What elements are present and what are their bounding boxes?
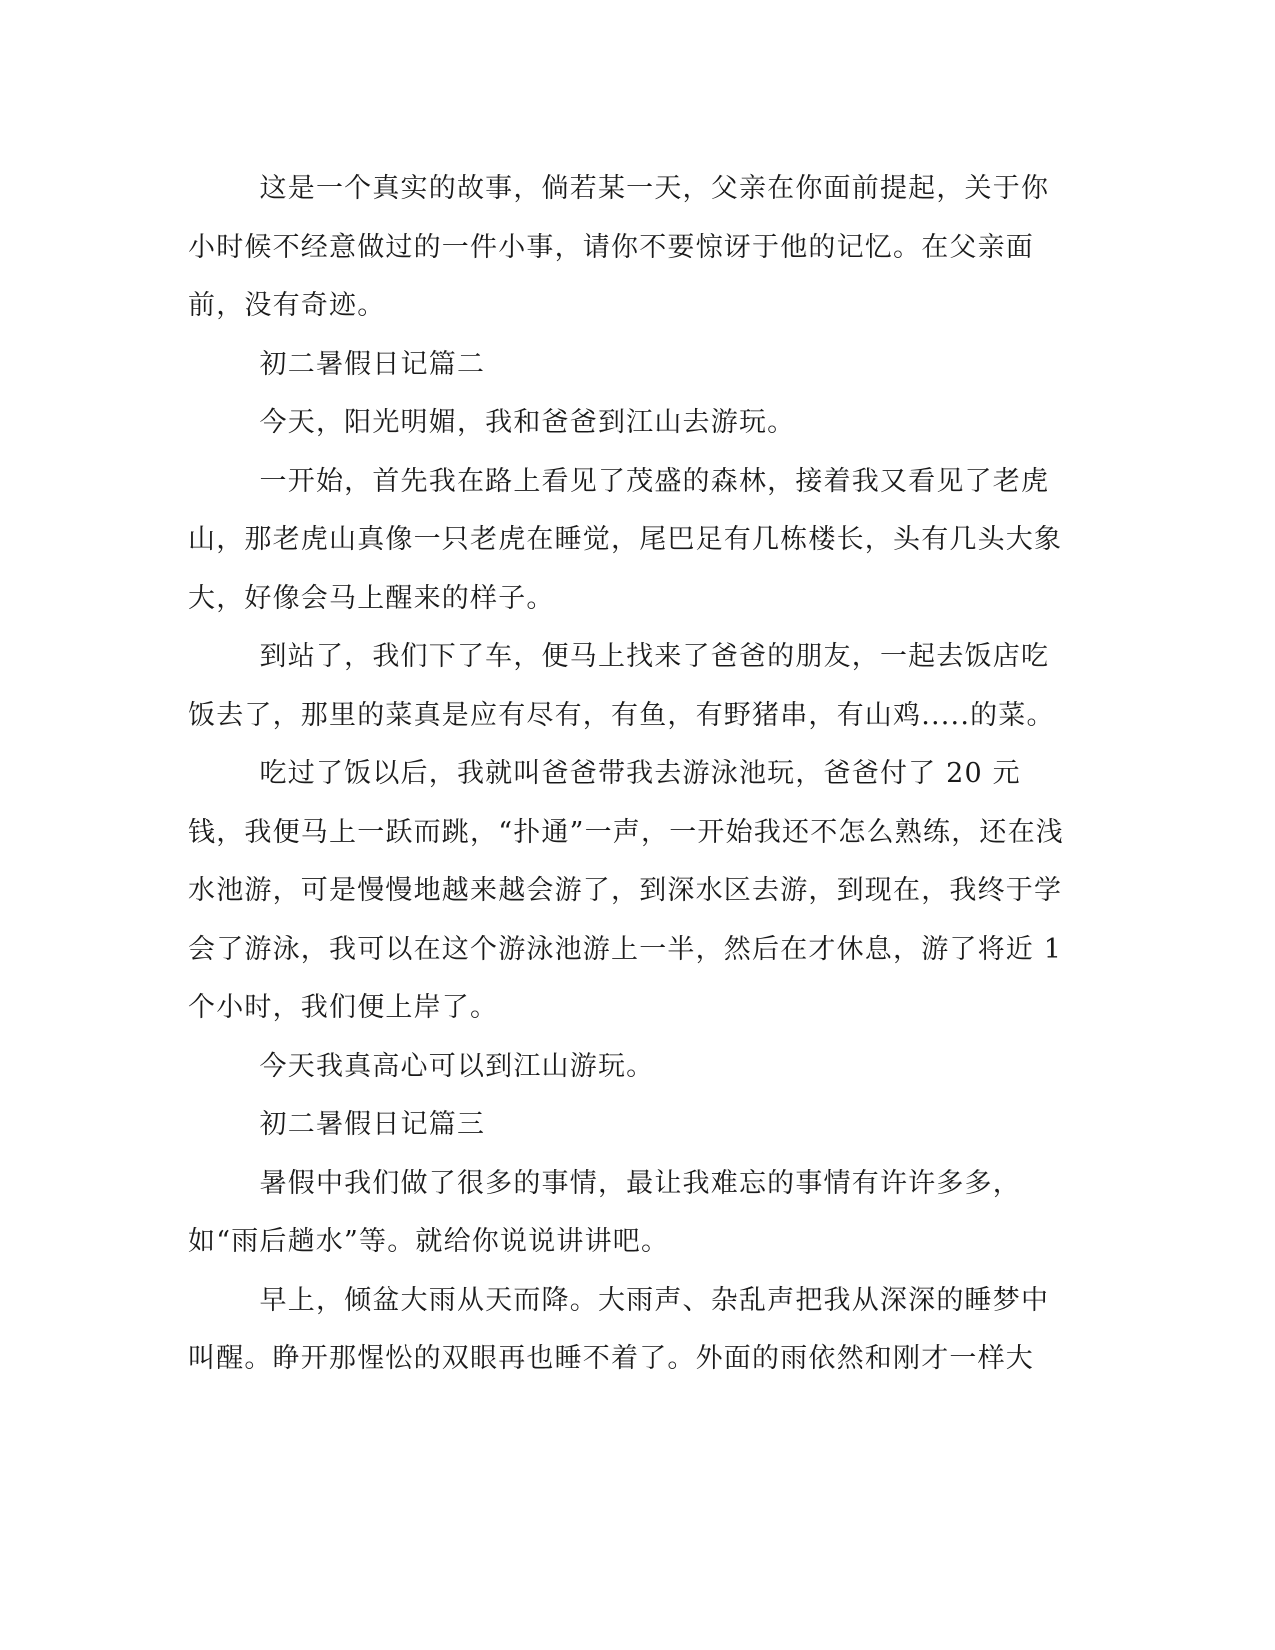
paragraph: 暑假中我们做了很多的事情，最让我难忘的事情有许许多多，如“雨后趟水”等。就给你说说讲讲吧。 xyxy=(188,1167,1021,1257)
paragraph: 这是一个真实的故事，倘若某一天，父亲在你面前提起，关于你小时候不经意做过的一件小事，请你不要惊讶于他的记忆。在父亲面前，没有奇迹。 xyxy=(188,173,1050,321)
paragraph: 今天我真高心可以到江山游玩。 xyxy=(259,1050,655,1082)
paragraph: 到站了，我们下了车，便马上找来了爸爸的朋友，一起去饭店吃饭去了，那里的菜真是应有尽有，有鱼，有野猪串，有山鸡.....的菜。 xyxy=(188,641,1055,731)
paragraph: 早上，倾盆大雨从天而降。大雨声、杂乱声把我从深深的睡梦中叫醒。睁开那惺忪的双眼再也睡不着了。外面的雨依然和刚才一样大 xyxy=(188,1284,1050,1374)
paragraph: 一开始，首先我在路上看见了茂盛的森林，接着我又看见了老虎山，那老虎山真像一只老虎在睡觉，尾巴足有几栋楼长，头有几头大象大，好像会马上醒来的样子。 xyxy=(188,465,1063,614)
paragraph: 今天，阳光明媚，我和爸爸到江山去游玩。 xyxy=(259,407,796,438)
section-heading: 初二暑假日记篇三 xyxy=(259,1109,486,1140)
section-heading: 初二暑假日记篇二 xyxy=(259,348,486,380)
document-body xyxy=(188,160,1068,1389)
paragraph: 吃过了饭以后，我就叫爸爸带我去游泳池玩，爸爸付了 20 元钱，我便马上一跃而跳，“扑通”一声，一开始我还不怎么熟练，还在浅水池游，可是慢慢地越来越会游了，到深水区去游，到现在，我终于学会了游泳，我可以在这个游泳池游上一半，然后在才休息，游了将近 1 个小时，我们便上岸了。 xyxy=(188,758,1065,1023)
